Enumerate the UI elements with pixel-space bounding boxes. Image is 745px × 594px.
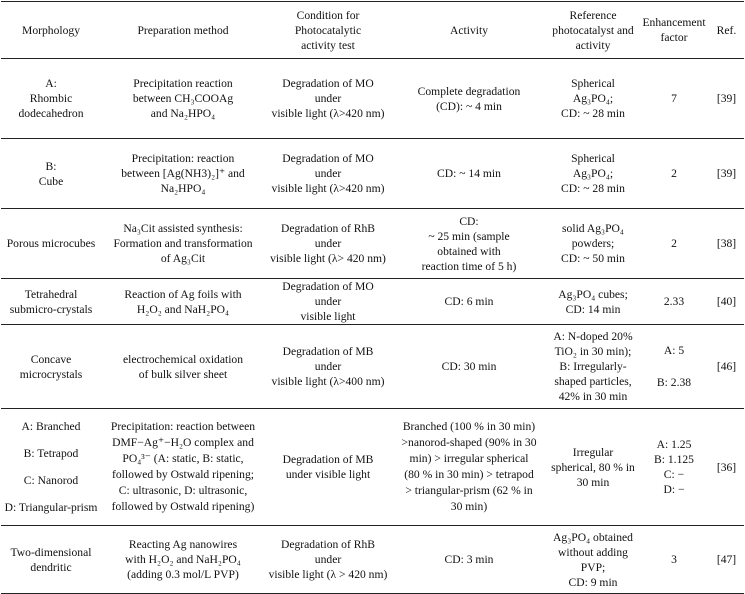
cell-condition: Degradation of MO under visible light (λ>420 nm): [265, 59, 391, 139]
cell-morphology: Concave microcrystals: [1, 325, 101, 409]
cell-enhancement: 2: [639, 209, 709, 279]
cell-morphology: A: Rhombic dodecahedron: [1, 59, 101, 139]
header-reference: Reference photocatalyst and activity: [547, 2, 639, 59]
cell-condition: Degradation of RhB under visible light (λ > 420 nm): [265, 526, 391, 594]
cell-activity: Branched (100 % in 30 min) >nanorod-shaped (90% in 30 min) > irregular spherical (80 % in 30 min) > tetrapod > triangular-prism (62 % in 30 min): [391, 409, 547, 526]
header-preparation-method: Preparation method: [101, 2, 265, 59]
header-enhancement-factor: Enhancement factor: [639, 2, 709, 59]
cell-enhancement: A: 5 B: 2.38: [639, 325, 709, 409]
cell-ref: [39]: [709, 139, 744, 209]
cell-preparation: Precipitation reaction between CH₃COOAg and Na₂HPO₄: [101, 59, 265, 139]
cell-condition: Degradation of MB under visible light: [265, 409, 391, 526]
cell-condition: Degradation of MO under visible light: [265, 279, 391, 325]
cell-ref: [46]: [709, 325, 744, 409]
cell-morphology: Porous microcubes: [1, 209, 101, 279]
cell-activity: CD: 6 min: [391, 279, 547, 325]
header-ref: Ref.: [709, 2, 744, 59]
header-row: [1, 2, 744, 59]
table-row: [1, 59, 744, 139]
cell-reference: Spherical Ag₃PO₄; CD: ~ 28 min: [547, 139, 639, 209]
cell-ref: [38]: [709, 209, 744, 279]
cell-preparation: Reaction of Ag foils with H₂O₂ and NaH₂PO₄: [101, 279, 265, 325]
cell-morphology: Two-dimensional dendritic: [1, 526, 101, 594]
cell-activity: CD: 30 min: [391, 325, 547, 409]
cell-preparation: Precipitation: reaction between DMF−Ag⁺−H₂O complex and PO₄³⁻ (A: static, B: static, followed by Ostwald ripening; C: ultrasonic, D: ultrasonic, followed by Ostwald ripening): [101, 409, 265, 526]
table-row: [1, 209, 744, 279]
cell-activity: Complete degradation (CD): ~ 4 min: [391, 59, 547, 139]
cell-activity: CD: 3 min: [391, 526, 547, 594]
header-morphology: Morphology: [1, 2, 101, 59]
cell-morphology: B: Cube: [1, 139, 101, 209]
cell-enhancement: 2: [639, 139, 709, 209]
table-row: [1, 409, 744, 526]
cell-enhancement: 2.33: [639, 279, 709, 325]
cell-preparation: Precipitation: reaction between [Ag(NH3)₂]⁺ and Na₂HPO₄: [101, 139, 265, 209]
cell-morphology: Tetrahedral submicro-crystals: [1, 279, 101, 325]
table-row: [1, 139, 744, 209]
cell-condition: Degradation of MB under visible light (λ>400 nm): [265, 325, 391, 409]
table-row: [1, 325, 744, 409]
cell-morphology: A: Branched B: Tetrapod C: Nanorod D: Triangular-prism: [1, 409, 101, 526]
cell-ref: [36]: [709, 409, 744, 526]
cell-reference: Spherical Ag₃PO₄; CD: ~ 28 min: [547, 59, 639, 139]
cell-enhancement: A: 1.25 B: 1.125 C: − D: −: [639, 409, 709, 526]
cell-enhancement: 3: [639, 526, 709, 594]
cell-activity: CD: ~ 14 min: [391, 139, 547, 209]
cell-ref: [47]: [709, 526, 744, 594]
cell-preparation: Na₃Cit assisted synthesis: Formation and transformation of Ag₃Cit: [101, 209, 265, 279]
cell-ref: [40]: [709, 279, 744, 325]
photocatalyst-comparison-table: [1, 1, 744, 594]
cell-reference: Irregular spherical, 80 % in 30 min: [547, 409, 639, 526]
cell-preparation: electrochemical oxidation of bulk silver sheet: [101, 325, 265, 409]
cell-reference: solid Ag₃PO₄ powders; CD: ~ 50 min: [547, 209, 639, 279]
cell-reference: Ag₃PO₄ obtained without adding PVP; CD: 9 min: [547, 526, 639, 594]
table-row: [1, 279, 744, 325]
table-row: [1, 526, 744, 594]
cell-preparation: Reacting Ag nanowires with H₂O₂ and NaH₂PO₄ (adding 0.3 mol/L PVP): [101, 526, 265, 594]
cell-condition: Degradation of MO under visible light (λ>420 nm): [265, 139, 391, 209]
header-activity: Activity: [391, 2, 547, 59]
header-condition: Condition for Photocatalytic activity test: [265, 2, 391, 59]
cell-enhancement: 7: [639, 59, 709, 139]
cell-reference: A: N-doped 20% TiO₂ in 30 min); B: Irregularly- shaped particles, 42% in 30 min: [547, 325, 639, 409]
cell-ref: [39]: [709, 59, 744, 139]
cell-activity: CD: ~ 25 min (sample obtained with reaction time of 5 h): [391, 209, 547, 279]
cell-reference: Ag₃PO₄ cubes; CD: 14 min: [547, 279, 639, 325]
cell-condition: Degradation of RhB under visible light (λ> 420 nm): [265, 209, 391, 279]
